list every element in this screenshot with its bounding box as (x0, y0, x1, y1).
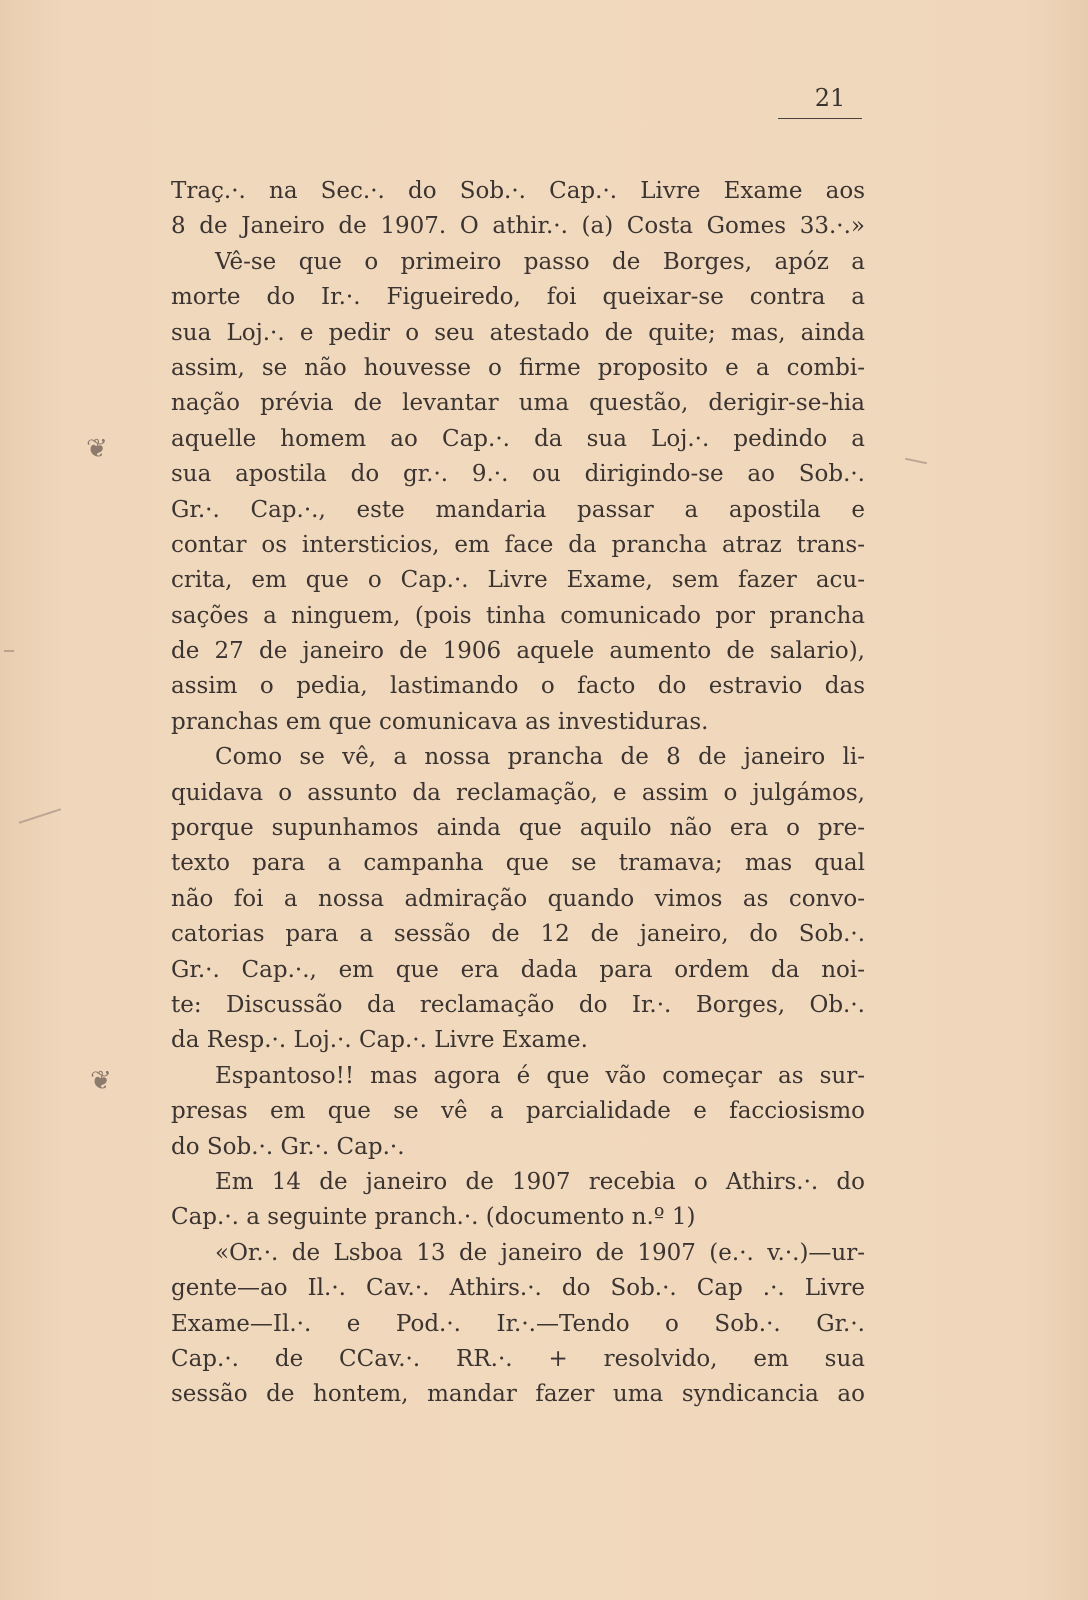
text-line: «Or.·. de Lsboa 13 de janeiro de 1907 (e.·. v.·.)—ur- (215, 1239, 865, 1266)
text-line: 8 de Janeiro de 1907. O athir.·. (a) Costa Gomes 33.·.» (171, 213, 865, 240)
margin-mark-2: ❦ (90, 1066, 112, 1096)
margin-mark-1: ❦ (86, 434, 108, 464)
margin-tick-3 (4, 650, 14, 652)
margin-tick-1 (19, 808, 61, 823)
text-line: aquelle homem ao Cap.·. da sua Loj.·. pedindo a (171, 425, 865, 452)
text-line: da Resp.·. Loj.·. Cap.·. Livre Exame. (171, 1027, 588, 1054)
text-line: Cap.·. a seguinte pranch.·. (documento n.º 1) (171, 1204, 696, 1231)
page-number-rule (778, 118, 862, 119)
text-line: quidava o assunto da reclamação, e assim o julgámos, (171, 779, 865, 806)
text-line: assim o pedia, lastimando o facto do estravio das (171, 673, 865, 700)
text-line: sessão de hontem, mandar fazer uma syndicancia ao (171, 1381, 865, 1408)
text-line: Cap.·. de CCav.·. RR.·. + resolvido, em sua (171, 1345, 865, 1372)
text-line: catorias para a sessão de 12 de janeiro, do Sob.·. (171, 921, 865, 948)
text-line: morte do Ir.·. Figueiredo, foi queixar-se contra a (171, 284, 865, 311)
text-line: texto para a campanha que se tramava; mas qual (171, 850, 865, 877)
text-line: sações a ninguem, (pois tinha comunicado por prancha (171, 602, 865, 629)
text-line: te: Discussão da reclamação do Ir.·. Borges, Ob.·. (171, 991, 865, 1018)
text-line: não foi a nossa admiração quando vimos as convo- (171, 885, 865, 912)
margin-tick-2 (905, 458, 927, 465)
text-line: assim, se não houvesse o firme proposito e a combi- (171, 354, 865, 381)
body-text (171, 174, 865, 1413)
text-line: porque supunhamos ainda que aquilo não era o pre- (171, 815, 865, 842)
text-line: Gr.·. Cap.·., em que era dada para ordem da noi- (171, 956, 865, 983)
text-line: Como se vê, a nossa prancha de 8 de janeiro li- (215, 744, 865, 771)
text-line: Gr.·. Cap.·., este mandaria passar a apostila e (171, 496, 865, 523)
text-line: presas em que se vê a parcialidade e facciosismo (171, 1098, 865, 1125)
text-line: Exame—Il.·. e Pod.·. Ir.·.—Tendo o Sob.·. Gr.·. (171, 1310, 865, 1337)
text-line: Vê-se que o primeiro passo de Borges, apóz a (215, 248, 865, 275)
text-line: de 27 de janeiro de 1906 aquele aumento de salario), (171, 638, 865, 665)
text-line: sua apostila do gr.·. 9.·. ou dirigindo-se ao Sob.·. (171, 461, 865, 488)
page-number: 21 (814, 84, 846, 112)
text-line: sua Loj.·. e pedir o seu atestado de quite; mas, ainda (171, 319, 865, 346)
text-line: nação prévia de levantar uma questão, derigir-se-hia (171, 390, 865, 417)
text-line: crita, em que o Cap.·. Livre Exame, sem fazer acu- (171, 567, 865, 594)
text-line: Traç.·. na Sec.·. do Sob.·. Cap.·. Livre Exame aos (171, 178, 865, 204)
text-line: contar os intersticios, em face da prancha atraz trans- (171, 531, 865, 558)
text-line: do Sob.·. Gr.·. Cap.·. (171, 1133, 405, 1160)
text-line: Em 14 de janeiro de 1907 recebia o Athirs.·. do (215, 1168, 865, 1195)
text-line: Espantoso!! mas agora é que vão começar as sur- (215, 1062, 865, 1089)
text-line: pranchas em que comunicava as investiduras. (171, 708, 709, 735)
text-line: gente—ao Il.·. Cav.·. Athirs.·. do Sob.·. Cap .·. Livre (171, 1275, 865, 1302)
